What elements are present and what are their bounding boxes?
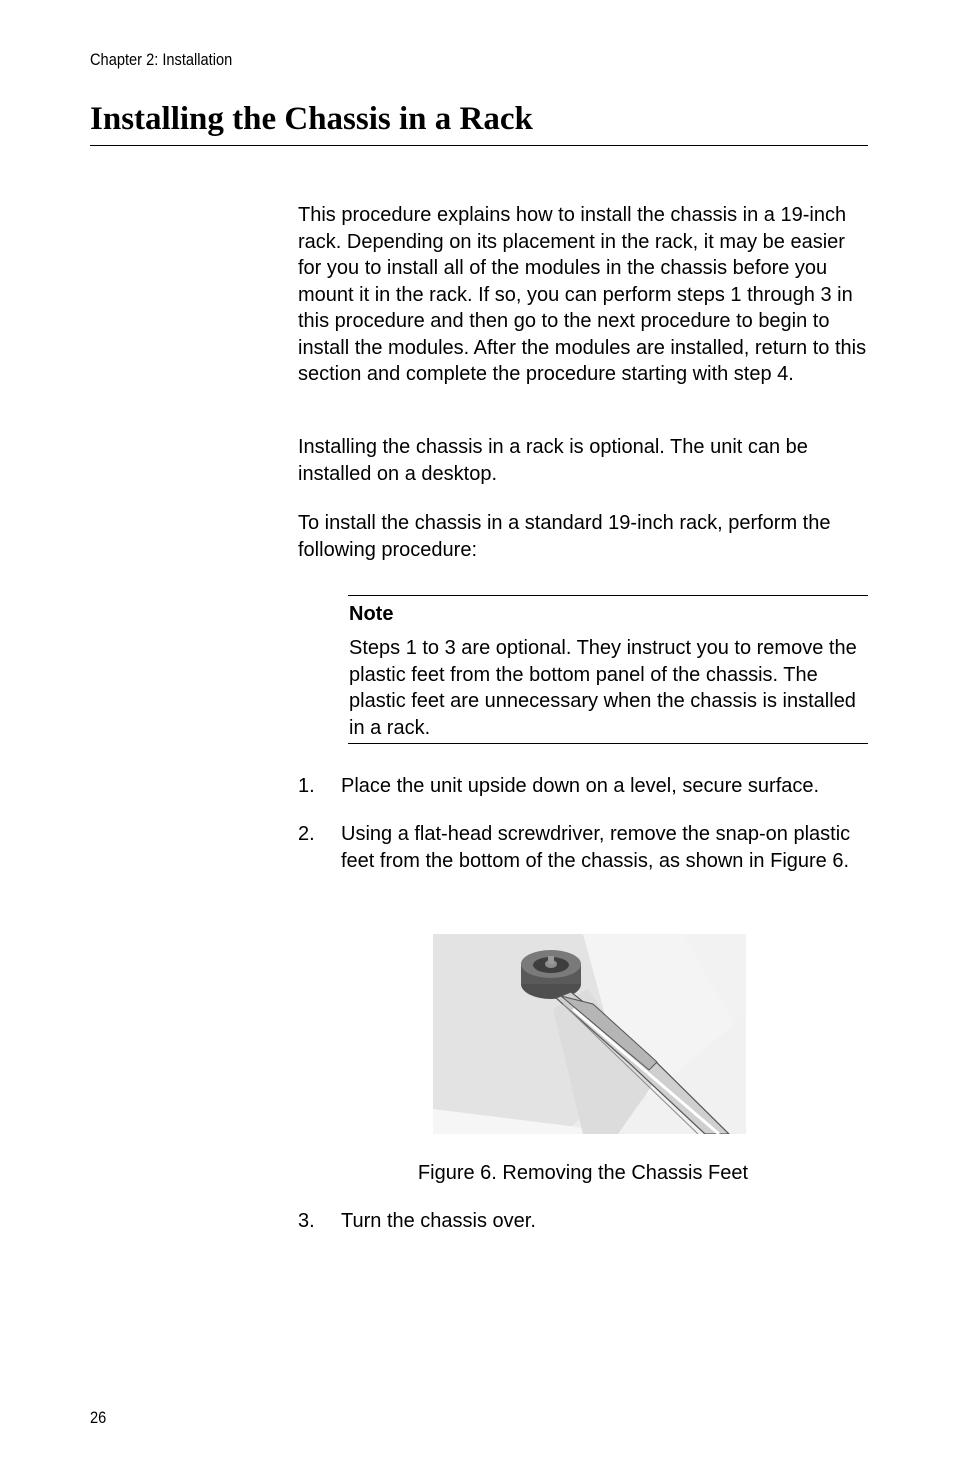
page-title: Installing the Chassis in a Rack bbox=[90, 101, 533, 137]
step-number: 1. bbox=[298, 775, 315, 797]
figure-caption-text: Figure 6. Removing the Chassis Feet bbox=[417, 1162, 749, 1184]
screwdriver-removing-foot-illustration bbox=[433, 934, 746, 1134]
procedure-intro-paragraph: To install the chassis in a standard 19-inch rack, perform the following procedure: bbox=[298, 512, 831, 561]
note-box bbox=[348, 595, 868, 744]
figure-caption bbox=[298, 1160, 868, 1186]
step-number: 3. bbox=[298, 1210, 315, 1232]
title-rule bbox=[90, 145, 868, 146]
running-header: Chapter 2: Installation bbox=[90, 50, 233, 69]
figure-removing-chassis-feet bbox=[433, 934, 746, 1134]
note-title: Note bbox=[349, 603, 394, 625]
step-number: 2. bbox=[298, 823, 315, 845]
intro-paragraph: This procedure explains how to install the chassis in a 19-inch rack. Depending on its placement in the rack, it may be easier for you to install all of the modules in the chassis before you mount it in the rack. If so, you can perform steps 1 through 3 in this procedure and then go to the next procedure to begin to install the modules. After the modules are installed, return to this section and complete the procedure starting with step 4. bbox=[298, 204, 867, 385]
step-text: Turn the chassis over. bbox=[341, 1210, 536, 1232]
step-text: Using a flat-head screwdriver, remove the snap-on plastic feet from the bottom of the chassis, as shown in Figure 6. bbox=[341, 823, 851, 872]
note-text: Steps 1 to 3 are optional. They instruct you to remove the plastic feet from the bottom panel of the chassis. The plastic feet are unnecessary when the chassis is installed in a rack. bbox=[349, 637, 857, 739]
step-text: Place the unit upside down on a level, secure surface. bbox=[341, 775, 820, 797]
optional-paragraph: Installing the chassis in a rack is optional. The unit can be installed on a desktop. bbox=[298, 436, 808, 485]
page-number: 26 bbox=[90, 1408, 107, 1427]
